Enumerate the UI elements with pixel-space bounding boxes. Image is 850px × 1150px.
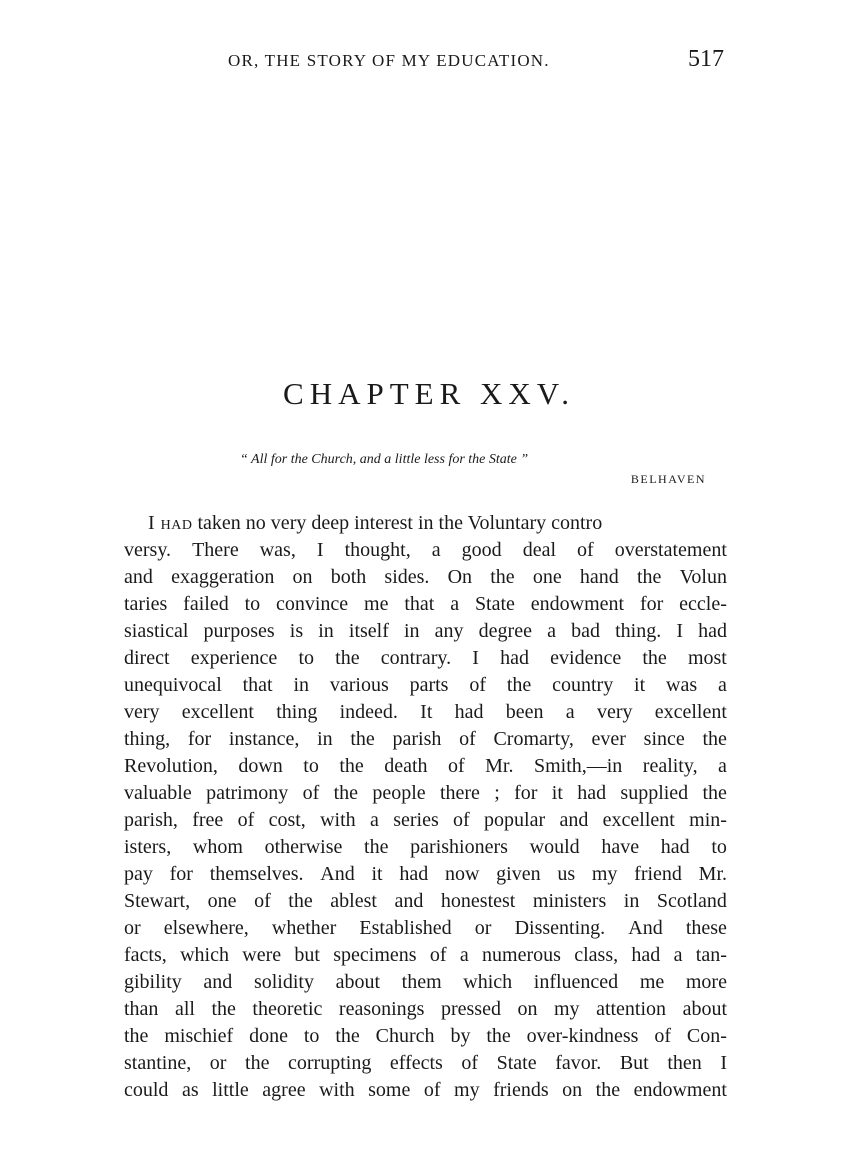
body-line <box>124 915 727 942</box>
body-word: stantine, <box>124 1052 192 1074</box>
body-word: evidence <box>550 647 622 669</box>
body-word: a <box>431 539 441 561</box>
body-word: with <box>320 809 356 831</box>
body-word: for <box>639 593 664 615</box>
body-word: of <box>461 1052 479 1074</box>
body-word: could <box>124 1079 169 1101</box>
body-word: series <box>393 809 439 831</box>
body-word: Stewart, <box>124 890 191 912</box>
body-word: Mr. <box>698 863 727 885</box>
body-word: in <box>623 890 640 912</box>
body-word: themselves. <box>209 863 304 885</box>
opening-word: I had <box>148 512 193 534</box>
running-header <box>228 46 724 76</box>
body-word: free <box>192 809 224 831</box>
body-word: Volun <box>679 566 727 588</box>
body-word: attention <box>596 998 667 1020</box>
body-word: versy. <box>124 539 172 561</box>
body-word: me <box>364 593 389 615</box>
body-word: both <box>330 566 367 588</box>
body-word: the <box>333 782 359 804</box>
body-word: the <box>335 647 360 669</box>
body-line <box>124 510 727 537</box>
body-word: of <box>448 755 465 777</box>
body-word: a <box>369 809 379 831</box>
body-word: was, <box>259 539 296 561</box>
body-word: for <box>169 863 193 885</box>
body-word: State <box>474 593 515 615</box>
body-word: on <box>562 1079 583 1101</box>
body-word: instance, <box>228 728 300 750</box>
body-word: country <box>552 674 614 696</box>
body-word: which <box>180 944 229 966</box>
body-word: the <box>642 647 667 669</box>
body-word: my <box>553 998 580 1020</box>
epigraph-attribution: BELHAVEN <box>630 472 706 486</box>
body-word: with <box>319 1079 355 1101</box>
body-line <box>124 672 727 699</box>
body-word: I <box>316 539 324 561</box>
body-word: patrimony <box>206 782 289 804</box>
body-word: ministers <box>532 890 607 912</box>
body-word: by <box>450 1025 471 1047</box>
body-word: State <box>496 1052 537 1074</box>
body-word: taries <box>124 593 168 615</box>
body-word: in <box>318 620 334 642</box>
body-word: a <box>565 701 575 723</box>
body-line <box>124 1077 727 1104</box>
body-word: facts, <box>124 944 167 966</box>
body-word: since <box>643 728 685 750</box>
body-line <box>124 1023 727 1050</box>
body-word: the <box>364 836 389 858</box>
body-word: of <box>577 539 594 561</box>
body-word: purposes <box>203 620 275 642</box>
body-word: a <box>547 620 556 642</box>
body-word: which <box>463 971 513 993</box>
body-word: popular <box>484 809 546 831</box>
body-word: excellent <box>602 809 675 831</box>
body-line <box>124 888 727 915</box>
body-line-text: taken no very deep interest in the Voluntary contro <box>197 512 603 534</box>
body-word: friend <box>634 863 682 885</box>
body-word: had <box>631 944 661 966</box>
body-word: a <box>450 593 460 615</box>
body-word: gibility <box>124 971 182 993</box>
body-word: the <box>595 1079 621 1101</box>
body-word: Cromarty, <box>493 728 574 750</box>
body-word: the <box>636 566 662 588</box>
body-word: me <box>639 971 665 993</box>
body-line <box>124 591 727 618</box>
body-word: of <box>254 890 271 912</box>
body-line <box>124 969 727 996</box>
body-word: Smith,—in <box>533 755 623 777</box>
body-word: overstatement <box>614 539 727 561</box>
body-word: direct <box>124 647 170 669</box>
body-word: given <box>496 863 541 885</box>
body-word: people <box>372 782 426 804</box>
body-word: them <box>401 971 442 993</box>
body-word: of <box>459 728 476 750</box>
body-word: of <box>429 944 447 966</box>
body-line <box>124 726 727 753</box>
body-word: a <box>673 944 683 966</box>
body-word: And <box>628 917 663 939</box>
body-word: down <box>238 755 283 777</box>
body-word: one <box>532 566 562 588</box>
body-word: or <box>209 1052 227 1074</box>
body-word: deal <box>522 539 556 561</box>
body-word: the <box>211 998 236 1020</box>
body-word: ever <box>591 728 626 750</box>
body-word: parishioners <box>410 836 508 858</box>
body-line <box>124 996 727 1023</box>
body-line <box>124 861 727 888</box>
body-word: then <box>667 1052 702 1074</box>
body-word: had <box>577 782 607 804</box>
body-word: had <box>454 701 484 723</box>
body-word: and <box>394 890 424 912</box>
body-word: a <box>718 755 727 777</box>
body-word: convince <box>275 593 349 615</box>
body-word: of <box>453 809 470 831</box>
body-word: to <box>711 836 727 858</box>
body-paragraph <box>124 510 727 1104</box>
body-word: on <box>292 566 313 588</box>
body-line <box>124 807 727 834</box>
body-word: excellent <box>654 701 727 723</box>
body-line <box>124 699 727 726</box>
body-word: very <box>124 701 160 723</box>
body-line <box>124 645 727 672</box>
body-line <box>124 537 727 564</box>
body-word: it <box>371 863 383 885</box>
body-word: On <box>447 566 473 588</box>
body-word: that <box>242 674 273 696</box>
body-line <box>124 780 727 807</box>
body-word: influenced <box>533 971 619 993</box>
body-word: been <box>505 701 544 723</box>
body-word: on <box>517 998 538 1020</box>
body-word: of <box>469 674 486 696</box>
body-word: have <box>601 836 640 858</box>
body-word: reality, <box>642 755 698 777</box>
body-line <box>124 564 727 591</box>
body-word: the <box>702 728 727 750</box>
body-word: unequivocal <box>124 674 222 696</box>
body-word: bad <box>571 620 600 642</box>
body-word: or <box>124 917 141 939</box>
body-word: indeed. <box>339 701 398 723</box>
body-word: the <box>124 1025 149 1047</box>
body-word: excellent <box>181 701 254 723</box>
body-word: otherwise <box>264 836 343 858</box>
body-word: parts <box>409 674 449 696</box>
body-word: ; <box>494 782 500 804</box>
body-word: And <box>320 863 355 885</box>
body-word: it <box>634 674 646 696</box>
body-word: thought, <box>344 539 411 561</box>
body-word: than <box>124 998 159 1020</box>
body-word: death <box>384 755 428 777</box>
body-word: degree <box>478 620 532 642</box>
body-word: tan- <box>695 944 727 966</box>
body-word: itself <box>348 620 389 642</box>
body-word: the <box>490 566 515 588</box>
body-word: the <box>486 1025 511 1047</box>
body-word: endowment <box>633 1079 727 1101</box>
body-word: It <box>420 701 433 723</box>
body-word: any <box>434 620 464 642</box>
body-word: thing. <box>615 620 662 642</box>
body-word: for <box>187 728 212 750</box>
body-word: as <box>181 1079 199 1101</box>
body-line <box>124 618 727 645</box>
body-word: contrary. <box>380 647 452 669</box>
body-word: the <box>702 782 727 804</box>
body-word: very <box>596 701 633 723</box>
body-line <box>124 1050 727 1077</box>
body-word: but <box>294 944 320 966</box>
body-word: theoretic <box>252 998 323 1020</box>
body-word: about <box>682 998 727 1020</box>
body-word: endowment <box>530 593 625 615</box>
body-word: good <box>461 539 502 561</box>
body-word: my <box>454 1079 480 1101</box>
body-word: had <box>500 647 529 669</box>
body-word: sides. <box>384 566 430 588</box>
body-word: Scotland <box>656 890 727 912</box>
body-word: I <box>472 647 479 669</box>
body-word: it <box>551 782 563 804</box>
body-word: the <box>350 728 375 750</box>
body-word: or <box>474 917 492 939</box>
body-word: friends <box>493 1079 549 1101</box>
body-word: and <box>124 566 153 588</box>
body-word: solidity <box>253 971 314 993</box>
body-word: of <box>654 1025 672 1047</box>
body-word: pay <box>124 863 153 885</box>
body-word: was <box>666 674 698 696</box>
body-word: the <box>335 1025 360 1047</box>
body-word: had <box>660 836 690 858</box>
body-word: the <box>245 1052 270 1074</box>
body-word: Established <box>359 917 452 939</box>
body-word: elsewhere, <box>163 917 249 939</box>
epigraph-quote: “ All for the Church, and a little less for the State ” <box>240 452 529 467</box>
body-word: one <box>207 890 237 912</box>
body-word: all <box>174 998 195 1020</box>
body-word: eccle- <box>679 593 727 615</box>
body-word: had <box>399 863 429 885</box>
body-word: the <box>506 674 532 696</box>
body-word: done <box>249 1025 288 1047</box>
body-word: about <box>335 971 381 993</box>
body-word: effects <box>389 1052 443 1074</box>
body-word: parish, <box>124 809 178 831</box>
body-word: to <box>303 755 319 777</box>
chapter-title: CHAPTER XXV. <box>283 376 575 411</box>
body-word: parish <box>392 728 442 750</box>
running-title: OR, THE STORY OF MY EDUCATION. <box>228 51 550 70</box>
body-word: in <box>293 674 309 696</box>
body-word: to <box>298 647 315 669</box>
body-word: class, <box>574 944 619 966</box>
body-line <box>124 942 727 969</box>
body-word: specimens <box>333 944 417 966</box>
body-word: supplied <box>620 782 689 804</box>
body-word: us <box>557 863 576 885</box>
body-word: a <box>459 944 469 966</box>
body-word: and <box>203 971 233 993</box>
body-word: whom <box>192 836 243 858</box>
body-line <box>124 753 727 780</box>
page-number: 517 <box>688 46 724 72</box>
body-word: siastical <box>124 620 189 642</box>
body-word: more <box>685 971 727 993</box>
body-word: failed <box>183 593 229 615</box>
body-word: Mr. <box>485 755 514 777</box>
body-word: numerous <box>482 944 561 966</box>
body-word: to <box>303 1025 320 1047</box>
body-word: I <box>720 1052 727 1074</box>
body-word: whether <box>271 917 337 939</box>
body-word: over-kindness <box>526 1025 639 1047</box>
body-word: corrupting <box>288 1052 372 1074</box>
body-word: various <box>329 674 389 696</box>
body-word: would <box>529 836 580 858</box>
body-word: agree <box>262 1079 306 1101</box>
body-word: Dissenting. <box>514 917 606 939</box>
body-word: in <box>317 728 333 750</box>
body-word: exaggeration <box>171 566 275 588</box>
body-word: little <box>212 1079 249 1101</box>
body-word: had <box>698 620 727 642</box>
body-word: is <box>289 620 304 642</box>
body-word: reasonings <box>338 998 425 1020</box>
body-word: thing <box>276 701 318 723</box>
body-word: some <box>368 1079 411 1101</box>
body-word: There <box>192 539 239 561</box>
body-word: the <box>339 755 364 777</box>
body-word: most <box>687 647 727 669</box>
body-word: thing, <box>124 728 171 750</box>
body-word: were <box>242 944 282 966</box>
body-word: the <box>288 890 313 912</box>
body-word: a <box>717 674 727 696</box>
body-line <box>124 834 727 861</box>
body-word: favor. <box>555 1052 602 1074</box>
body-word: of <box>423 1079 441 1101</box>
body-word: pressed <box>440 998 501 1020</box>
body-word: valuable <box>124 782 192 804</box>
body-word: of <box>237 809 255 831</box>
body-word: ablest <box>330 890 377 912</box>
body-word: my <box>591 863 618 885</box>
body-word: min- <box>689 809 727 831</box>
body-word: there <box>439 782 480 804</box>
body-word: to <box>244 593 261 615</box>
body-word: and <box>559 809 589 831</box>
body-word: isters, <box>124 836 172 858</box>
body-word: But <box>619 1052 649 1074</box>
body-word: I <box>676 620 683 642</box>
body-word: of <box>302 782 320 804</box>
body-word: Con- <box>686 1025 727 1047</box>
body-word: that <box>404 593 435 615</box>
body-word: Revolution, <box>124 755 218 777</box>
body-word: cost, <box>268 809 306 831</box>
body-word: Church <box>375 1025 435 1047</box>
body-word: hand <box>579 566 619 588</box>
body-word: these <box>685 917 727 939</box>
body-word: in <box>404 620 420 642</box>
body-word: experience <box>190 647 278 669</box>
body-word: for <box>514 782 538 804</box>
body-word: honestest <box>440 890 516 912</box>
body-word: now <box>444 863 480 885</box>
body-word: mischief <box>164 1025 234 1047</box>
